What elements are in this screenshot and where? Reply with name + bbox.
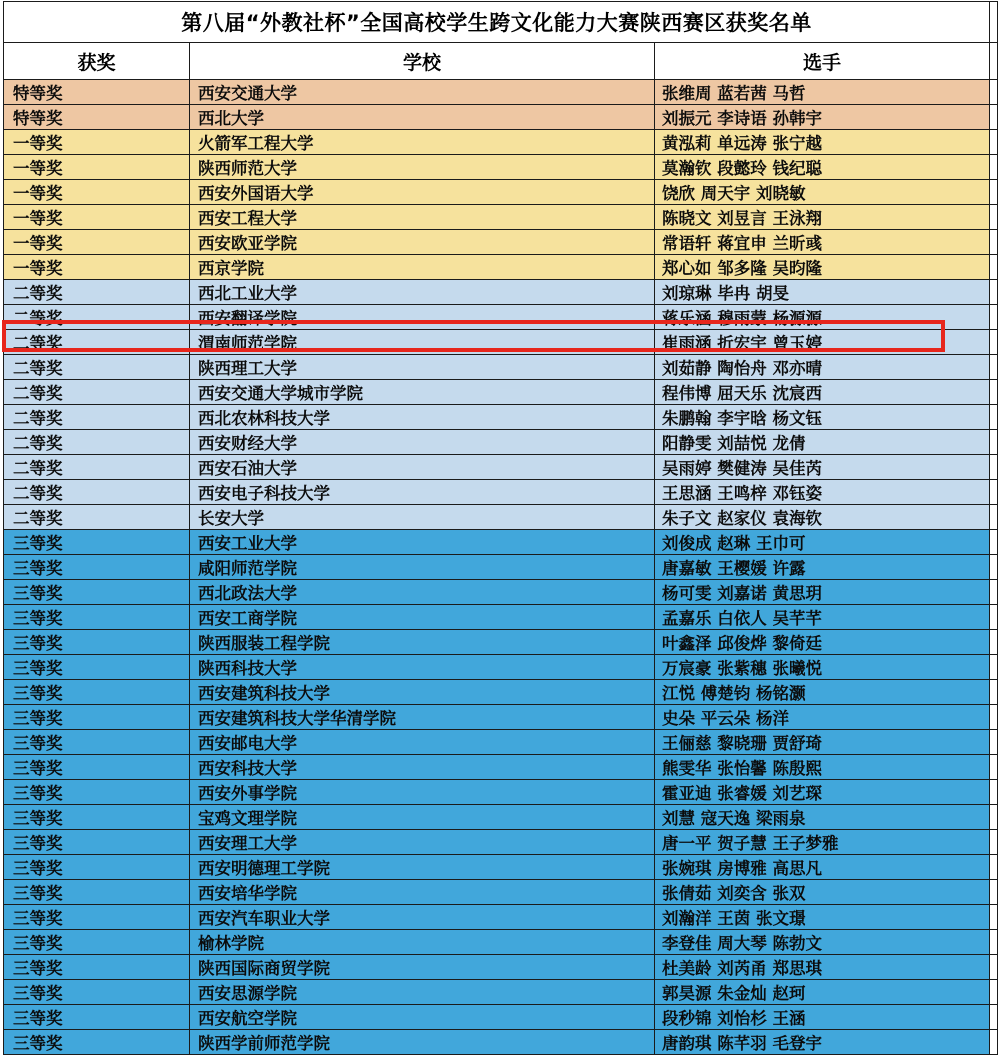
right-sliver-cell <box>990 280 998 305</box>
school-cell: 西北工业大学 <box>190 280 655 305</box>
award-cell: 一等奖 <box>4 205 190 230</box>
award-cell: 三等奖 <box>4 605 190 630</box>
award-cell: 二等奖 <box>4 505 190 530</box>
players-cell: 杜美龄 刘芮甬 郑思琪 <box>655 955 990 980</box>
right-sliver-cell <box>990 655 998 680</box>
right-sliver-cell <box>990 605 998 630</box>
school-cell: 西安汽车职业大学 <box>190 905 655 930</box>
players-cell: 杨可雯 刘嘉诺 黄思玥 <box>655 580 990 605</box>
school-cell: 西安理工大学 <box>190 830 655 855</box>
school-cell: 西安交通大学 <box>190 80 655 105</box>
table-row <box>4 955 998 980</box>
players-cell: 孟嘉乐 白依人 吴芊芊 <box>655 605 990 630</box>
school-cell: 榆林学院 <box>190 930 655 955</box>
header-award: 获奖 <box>4 43 190 80</box>
players-cell: 江悦 傅楚钧 杨铭灏 <box>655 680 990 705</box>
award-cell: 三等奖 <box>4 705 190 730</box>
right-sliver-cell <box>990 505 998 530</box>
players-cell: 陈晓文 刘昱言 王泳翔 <box>655 205 990 230</box>
table-row <box>4 155 998 180</box>
table-row <box>4 505 998 530</box>
table-row <box>4 430 998 455</box>
award-cell: 三等奖 <box>4 555 190 580</box>
players-cell: 莫瀚钦 段懿玲 钱纪聪 <box>655 155 990 180</box>
players-cell: 万宸豪 张紫穗 张曦悦 <box>655 655 990 680</box>
right-sliver-cell <box>990 230 998 255</box>
school-cell: 西安交通大学城市学院 <box>190 380 655 405</box>
award-cell: 一等奖 <box>4 230 190 255</box>
right-sliver-cell <box>990 880 998 905</box>
players-cell: 刘茹静 陶怡舟 邓亦晴 <box>655 355 990 380</box>
school-cell: 西北农林科技大学 <box>190 405 655 430</box>
school-cell: 陕西学前师范学院 <box>190 1030 655 1055</box>
table-row <box>4 580 998 605</box>
school-cell: 宝鸡文理学院 <box>190 805 655 830</box>
award-cell: 三等奖 <box>4 855 190 880</box>
table-row <box>4 305 998 330</box>
school-cell: 西京学院 <box>190 255 655 280</box>
players-cell: 刘俊成 赵琳 王巾可 <box>655 530 990 555</box>
award-cell: 二等奖 <box>4 380 190 405</box>
players-cell: 张维周 蓝若茜 马哲 <box>655 80 990 105</box>
right-sliver-cell <box>990 305 998 330</box>
players-cell: 张婉琪 房博雅 高思凡 <box>655 855 990 880</box>
award-cell: 二等奖 <box>4 305 190 330</box>
right-sliver-cell <box>990 130 998 155</box>
school-cell: 咸阳师范学院 <box>190 555 655 580</box>
table-row <box>4 455 998 480</box>
header-row <box>4 43 998 80</box>
school-cell: 西安电子科技大学 <box>190 480 655 505</box>
award-cell: 三等奖 <box>4 580 190 605</box>
school-cell: 西北大学 <box>190 105 655 130</box>
players-cell: 朱鹏翰 李宇晗 杨文钰 <box>655 405 990 430</box>
table-row <box>4 630 998 655</box>
right-sliver-cell <box>990 780 998 805</box>
right-sliver-cell <box>990 555 998 580</box>
school-cell: 西北政法大学 <box>190 580 655 605</box>
school-cell: 西安思源学院 <box>190 980 655 1005</box>
right-sliver-cell <box>990 205 998 230</box>
award-cell: 一等奖 <box>4 155 190 180</box>
right-sliver-cell <box>990 105 998 130</box>
award-cell: 三等奖 <box>4 755 190 780</box>
table-row <box>4 555 998 580</box>
right-sliver-cell <box>990 830 998 855</box>
award-cell: 三等奖 <box>4 630 190 655</box>
table-row <box>4 130 998 155</box>
players-cell: 阳静雯 刘喆悦 龙倩 <box>655 430 990 455</box>
players-cell: 唐一平 贺子慧 王子梦雅 <box>655 830 990 855</box>
right-sliver-cell <box>990 680 998 705</box>
players-cell: 吴雨婷 樊健涛 吴佳芮 <box>655 455 990 480</box>
table-row <box>4 480 998 505</box>
table-row <box>4 1005 998 1030</box>
players-cell: 叶鑫泽 邱俊烨 黎倚廷 <box>655 630 990 655</box>
award-cell: 三等奖 <box>4 680 190 705</box>
players-cell: 熊雯华 张怡馨 陈殷熙 <box>655 755 990 780</box>
players-cell: 霍亚迪 张睿媛 刘艺琛 <box>655 780 990 805</box>
award-cell: 三等奖 <box>4 1030 190 1055</box>
right-sliver-cell <box>990 380 998 405</box>
table-row <box>4 930 998 955</box>
school-cell: 西安外国语大学 <box>190 180 655 205</box>
players-cell: 饶欣 周天宇 刘晓敏 <box>655 180 990 205</box>
award-cell: 三等奖 <box>4 880 190 905</box>
right-sliver-cell <box>990 405 998 430</box>
right-sliver-cell <box>990 755 998 780</box>
table-row <box>4 805 998 830</box>
school-cell: 西安欧亚学院 <box>190 230 655 255</box>
right-sliver-cell <box>990 180 998 205</box>
award-cell: 二等奖 <box>4 405 190 430</box>
players-cell: 刘瀚洋 王茵 张文璟 <box>655 905 990 930</box>
award-cell: 三等奖 <box>4 655 190 680</box>
table-row <box>4 280 998 305</box>
school-cell: 西安明德理工学院 <box>190 855 655 880</box>
award-cell: 三等奖 <box>4 530 190 555</box>
table-row <box>4 530 998 555</box>
players-cell: 常语轩 蒋宜申 兰昕彧 <box>655 230 990 255</box>
school-cell: 西安科技大学 <box>190 755 655 780</box>
table-row <box>4 1030 998 1055</box>
right-sliver-cell <box>990 905 998 930</box>
table-row <box>4 730 998 755</box>
table-row <box>4 105 998 130</box>
players-cell: 崔雨涵 折宏宇 曾玉婷 <box>655 330 990 355</box>
players-cell: 王俪慈 黎晓珊 贾舒琦 <box>655 730 990 755</box>
right-sliver-cell <box>990 2 998 43</box>
right-sliver-cell <box>990 43 998 80</box>
players-cell: 刘振元 李诗语 孙韩宇 <box>655 105 990 130</box>
right-sliver-cell <box>990 330 998 355</box>
header-school: 学校 <box>190 43 655 80</box>
table-row <box>4 855 998 880</box>
award-cell: 特等奖 <box>4 80 190 105</box>
right-sliver-cell <box>990 355 998 380</box>
right-sliver-cell <box>990 580 998 605</box>
school-cell: 西安工程大学 <box>190 205 655 230</box>
players-cell: 刘慧 寇天逸 梁雨泉 <box>655 805 990 830</box>
award-cell: 三等奖 <box>4 780 190 805</box>
right-sliver-cell <box>990 80 998 105</box>
right-sliver-cell <box>990 980 998 1005</box>
right-sliver-cell <box>990 705 998 730</box>
school-cell: 西安邮电大学 <box>190 730 655 755</box>
players-cell: 朱子文 赵家仪 袁海钦 <box>655 505 990 530</box>
players-cell: 郭昊源 朱金灿 赵珂 <box>655 980 990 1005</box>
table-row-highlighted <box>4 330 998 355</box>
table-row <box>4 705 998 730</box>
header-players: 选手 <box>655 43 990 80</box>
table-row <box>4 605 998 630</box>
award-cell: 三等奖 <box>4 980 190 1005</box>
award-cell: 三等奖 <box>4 805 190 830</box>
award-cell: 三等奖 <box>4 905 190 930</box>
players-cell: 史朵 平云朵 杨洋 <box>655 705 990 730</box>
award-cell: 特等奖 <box>4 105 190 130</box>
players-cell: 张倩茹 刘奕含 张双 <box>655 880 990 905</box>
right-sliver-cell <box>990 480 998 505</box>
award-cell: 三等奖 <box>4 1005 190 1030</box>
table-row <box>4 255 998 280</box>
award-cell: 三等奖 <box>4 955 190 980</box>
table-body <box>4 2 998 1055</box>
table-row <box>4 780 998 805</box>
school-cell: 陕西科技大学 <box>190 655 655 680</box>
players-cell: 郑心如 邹多隆 吴昀隆 <box>655 255 990 280</box>
award-cell: 二等奖 <box>4 330 190 355</box>
right-sliver-cell <box>990 430 998 455</box>
award-cell: 三等奖 <box>4 730 190 755</box>
players-cell: 唐韵琪 陈芊羽 毛登宇 <box>655 1030 990 1055</box>
school-cell: 火箭军工程大学 <box>190 130 655 155</box>
table-row <box>4 355 998 380</box>
title-row <box>4 2 998 43</box>
school-cell: 西安航空学院 <box>190 1005 655 1030</box>
award-cell: 三等奖 <box>4 830 190 855</box>
table-row <box>4 180 998 205</box>
players-cell: 黄泓莉 单远涛 张宁越 <box>655 130 990 155</box>
school-cell: 长安大学 <box>190 505 655 530</box>
school-cell: 西安翻译学院 <box>190 305 655 330</box>
award-cell: 三等奖 <box>4 930 190 955</box>
players-cell: 李登佳 周大琴 陈勃文 <box>655 930 990 955</box>
right-sliver-cell <box>990 1030 998 1055</box>
table-row <box>4 655 998 680</box>
right-sliver-cell <box>990 1005 998 1030</box>
school-cell: 西安工业大学 <box>190 530 655 555</box>
school-cell: 陕西国际商贸学院 <box>190 955 655 980</box>
right-sliver-cell <box>990 455 998 480</box>
award-cell: 二等奖 <box>4 355 190 380</box>
right-sliver-cell <box>990 530 998 555</box>
table-row <box>4 205 998 230</box>
players-cell: 刘琼琳 毕冉 胡旻 <box>655 280 990 305</box>
award-cell: 二等奖 <box>4 455 190 480</box>
school-cell: 西安外事学院 <box>190 780 655 805</box>
school-cell: 西安建筑科技大学华清学院 <box>190 705 655 730</box>
school-cell: 西安建筑科技大学 <box>190 680 655 705</box>
right-sliver-cell <box>990 730 998 755</box>
players-cell: 唐嘉敏 王樱媛 许露 <box>655 555 990 580</box>
award-cell: 二等奖 <box>4 280 190 305</box>
table-row <box>4 380 998 405</box>
award-cell: 二等奖 <box>4 480 190 505</box>
school-cell: 陕西师范大学 <box>190 155 655 180</box>
school-cell: 西安财经大学 <box>190 430 655 455</box>
award-cell: 一等奖 <box>4 180 190 205</box>
school-cell: 西安石油大学 <box>190 455 655 480</box>
award-cell: 一等奖 <box>4 255 190 280</box>
school-cell: 渭南师范学院 <box>190 330 655 355</box>
players-cell: 段秒锦 刘怡杉 王涵 <box>655 1005 990 1030</box>
school-cell: 陕西服装工程学院 <box>190 630 655 655</box>
award-cell: 二等奖 <box>4 430 190 455</box>
right-sliver-cell <box>990 630 998 655</box>
school-cell: 西安工商学院 <box>190 605 655 630</box>
table-row <box>4 755 998 780</box>
right-sliver-cell <box>990 255 998 280</box>
players-cell: 程伟博 屈天乐 沈宸西 <box>655 380 990 405</box>
table-row <box>4 680 998 705</box>
table-row <box>4 830 998 855</box>
page-title: 第八届“外教社杯”全国高校学生跨文化能力大赛陕西赛区获奖名单 <box>4 2 990 43</box>
table-row <box>4 230 998 255</box>
table-row <box>4 405 998 430</box>
right-sliver-cell <box>990 805 998 830</box>
players-cell: 蒋乐涵 穆雨蒙 杨源源 <box>655 305 990 330</box>
table-row <box>4 905 998 930</box>
school-cell: 西安培华学院 <box>190 880 655 905</box>
award-cell: 一等奖 <box>4 130 190 155</box>
right-sliver-cell <box>990 930 998 955</box>
players-cell: 王思涵 王鸣梓 邓钰姿 <box>655 480 990 505</box>
table-row <box>4 980 998 1005</box>
table-row <box>4 80 998 105</box>
right-sliver-cell <box>990 955 998 980</box>
school-cell: 陕西理工大学 <box>190 355 655 380</box>
right-sliver-cell <box>990 855 998 880</box>
right-sliver-cell <box>990 155 998 180</box>
table-row <box>4 880 998 905</box>
award-table <box>3 1 998 1055</box>
